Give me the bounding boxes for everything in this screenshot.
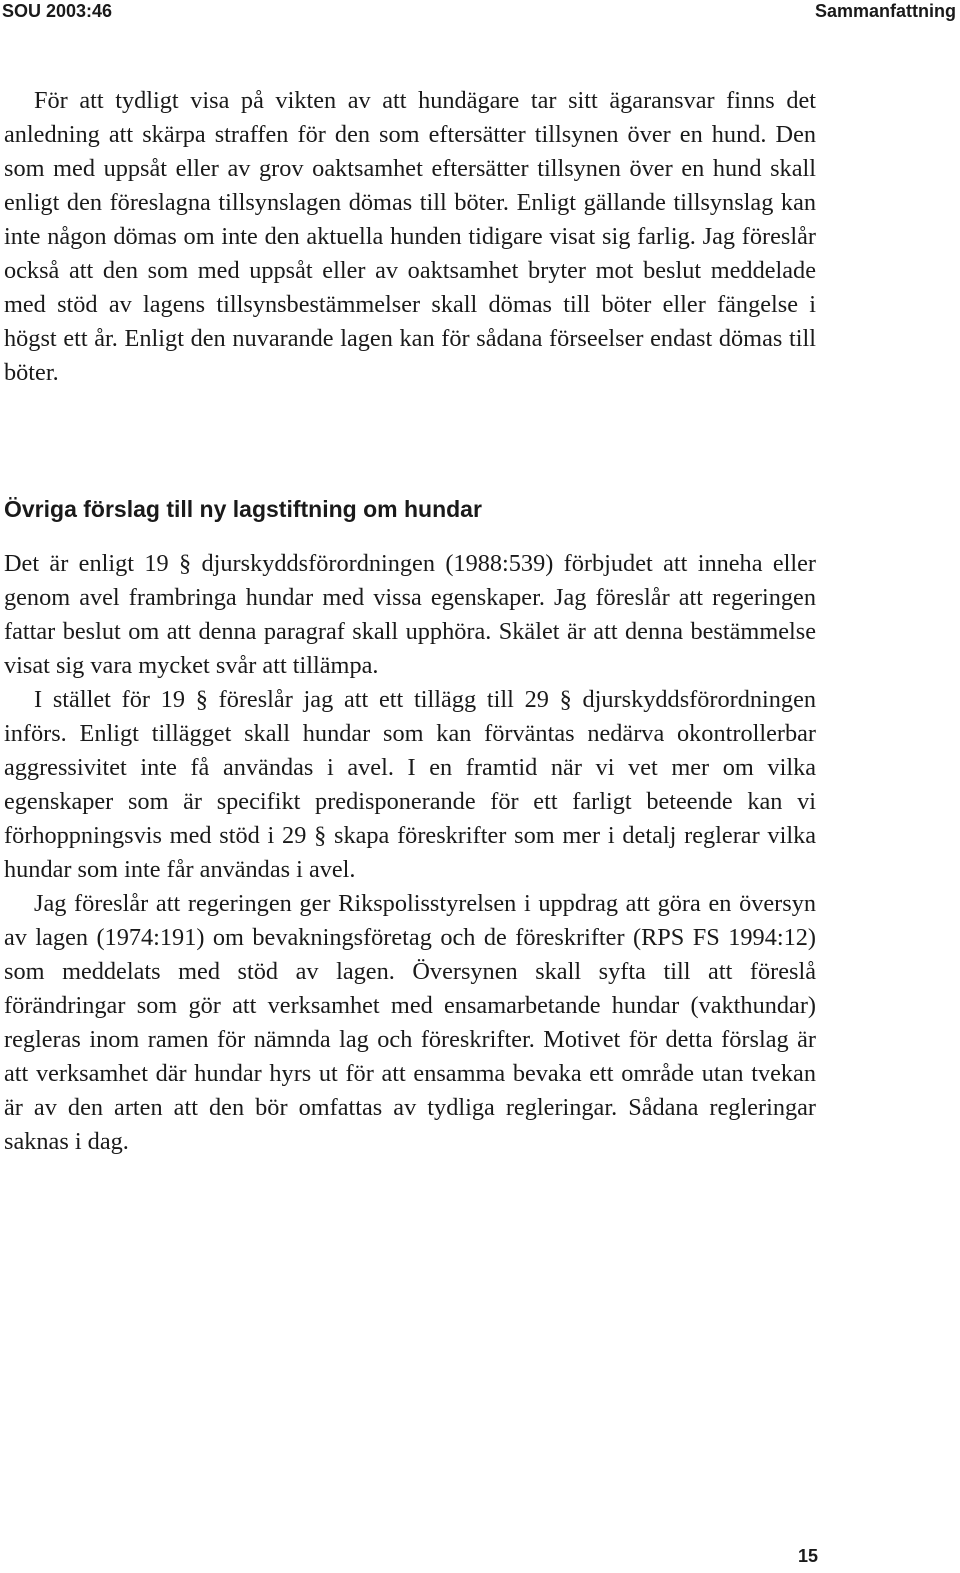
chapter-title: Sammanfattning: [814, 1, 956, 21]
paragraph: Jag föreslår att regeringen ger Rikspolisstyrelsen i uppdrag att göra en översyn av lagen (1974:191) om bevakningsföretag och de föreskrifter (RPS FS 1994:12) som meddelats med stöd av lagen. Översynen skall syfta till att föreslå förändringar som gör att verksamhet med ensamarbetande hundar (vakthundar) regleras inom ramen för nämnda lag och föreskrifter. Motivet för detta förslag är att verksamhet där hundar hyrs ut för att ensamma bevaka ett område utan tvekan är av den arten att den bör omfattas av tydliga regleringar. Sådana regleringar saknas i dag.: [4, 890, 816, 1155]
paragraph: För att tydligt visa på vikten av att hundägare tar sitt ägaransvar finns det anledning att skärpa straffen för den som eftersätter tillsynen över en hund. Den som med uppsåt eller av grov oaktsamhet eftersätter tillsynen över en hund skall enligt den föreslagna tillsynslagen dömas till böter. Enligt gällande tillsynslag kan inte någon dömas om inte den aktuella hunden tidigare visat sig farlig. Jag föreslår också att den som med uppsåt eller av oaktsamhet bryter mot beslut meddelade med stöd av lagens tillsynsbestämmelser skall dömas till böter eller fängelse i högst ett år. Enligt den nuvarande lagen kan för sådana förseelser endast dömas till böter.: [4, 87, 816, 386]
running-header: [0, 0, 960, 24]
body-text-block: [4, 84, 816, 390]
paragraph: Det är enligt 19 § djurskyddsförordningen (1988:539) förbjudet att inneha eller genom avel frambringa hundar med vissa egenskaper. Jag föreslår att regeringen fattar beslut om att denna paragraf skall upphöra. Skälet är att denna bestämmelse visat sig vara mycket svår att tillämpa.: [4, 550, 816, 679]
page-number: 15: [797, 1546, 818, 1566]
paragraph: I stället för 19 § föreslår jag att ett tillägg till 29 § djurskyddsförordningen införs. Enligt tillägget skall hundar som kan förväntas nedärva okontrollerbar aggressivitet inte få användas i avel. I en framtid när vi vet mer om vilka egenskaper som är specifikt predisponerande för ett farligt beteende kan vi förhoppningsvis med stöd i 29 § skapa föreskrifter som mer i detalj reglerar vilka hundar som inte får användas i avel.: [4, 686, 816, 883]
document-reference: SOU 2003:46: [2, 1, 113, 21]
section-body: [4, 547, 816, 1159]
section-heading: Övriga förslag till ny lagstiftning om hundar: [4, 496, 482, 522]
